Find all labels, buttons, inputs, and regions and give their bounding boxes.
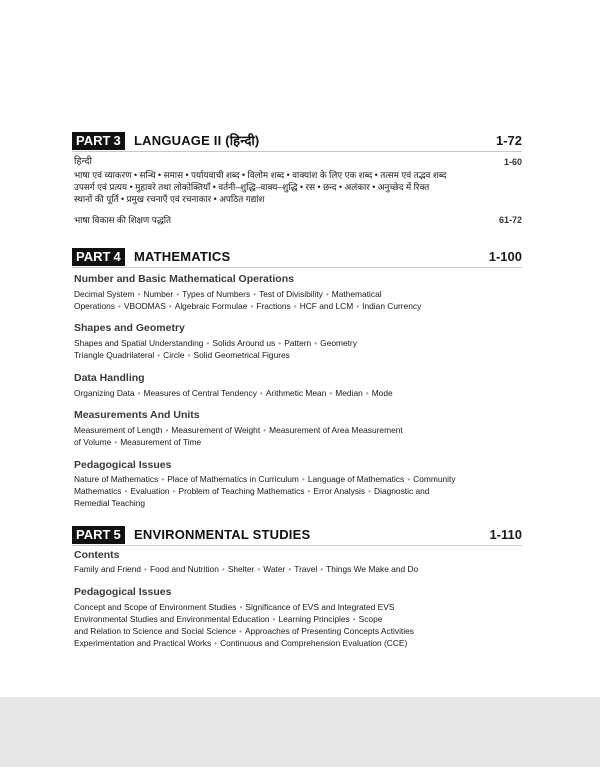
part3-header xyxy=(72,132,522,152)
bullet-separator: • xyxy=(161,474,165,484)
topic-item: Language of Mathematics xyxy=(307,474,405,484)
part5-badge-word: PART xyxy=(76,527,111,542)
topic-item: Continuous and Comprehension Evaluation (CCE) xyxy=(220,638,408,648)
topic-item: Mathematics xyxy=(74,486,122,496)
bullet-separator: • xyxy=(356,301,360,311)
topic-item: and Relation to Science and Social Science xyxy=(74,626,237,636)
part4-section-line xyxy=(74,288,382,300)
topic-item: HCF and LCM xyxy=(299,301,354,311)
part3-badge xyxy=(72,132,125,150)
topic-item: Operations xyxy=(74,301,115,311)
part4-rule xyxy=(72,267,522,268)
topic-item: Measurement of Weight xyxy=(171,425,261,435)
topic-item: Diagnostic and xyxy=(374,486,430,496)
part4-section-line xyxy=(74,337,357,349)
part5-rule xyxy=(72,545,522,546)
part5-section-line xyxy=(74,601,394,613)
part4-section-line xyxy=(74,424,403,436)
bullet-separator: • xyxy=(137,289,141,299)
bullet-separator: • xyxy=(288,564,292,574)
topic-item: Family and Friend xyxy=(74,564,142,574)
bullet-separator: • xyxy=(263,425,267,435)
topic-item: Test of Divisibility xyxy=(259,289,323,299)
part5-section-title: Pedagogical Issues xyxy=(74,586,172,598)
part4-section-line xyxy=(74,485,429,497)
bullet-separator: • xyxy=(407,474,411,484)
bullet-separator: • xyxy=(157,350,161,360)
bullet-separator: • xyxy=(168,301,172,311)
part4-section-title: Number and Basic Mathematical Operations xyxy=(74,273,294,285)
bullet-separator: • xyxy=(124,486,128,496)
part5-badge-num: 5 xyxy=(113,527,121,542)
topic-item: Error Analysis xyxy=(313,486,366,496)
topic-item: Measurement of Area Measurement xyxy=(269,425,403,435)
part5-title: ENVIRONMENTAL STUDIES xyxy=(134,527,311,542)
part4-section-line xyxy=(74,300,421,312)
topic-item: Place of Mathematics in Curriculum xyxy=(167,474,299,484)
part4-section-line xyxy=(74,497,145,509)
part3-badge-num: 3 xyxy=(113,133,121,148)
bullet-separator: • xyxy=(259,388,263,398)
bullet-separator: • xyxy=(301,474,305,484)
part3-section2-pages: 61-72 xyxy=(498,215,522,225)
part5-section-line xyxy=(74,613,382,625)
topic-item: Significance of EVS and Integrated EVS xyxy=(245,602,395,612)
part3-title: LANGUAGE II (हिन्दी) xyxy=(134,133,260,148)
part4-header xyxy=(72,248,522,268)
topic-item: Median xyxy=(335,388,363,398)
topic-item: Evaluation xyxy=(130,486,170,496)
bullet-separator: • xyxy=(307,486,311,496)
topic-item: Scope xyxy=(358,614,383,624)
topic-item: Arithmetic Mean xyxy=(265,388,327,398)
part4-badge-num: 4 xyxy=(113,249,121,264)
part3-pages: 1-72 xyxy=(495,133,522,148)
topic-item: Nature of Mathematics xyxy=(74,474,159,484)
bullet-separator: • xyxy=(239,602,243,612)
part5-pages: 1-110 xyxy=(489,527,522,542)
topic-item: VBODMAS xyxy=(123,301,166,311)
bullet-separator: • xyxy=(187,350,191,360)
bullet-separator: • xyxy=(293,301,297,311)
topic-item: Pattern xyxy=(284,338,312,348)
part3-section1-line1: भाषा एवं व्याकरण • सन्धि • समास • पर्यायवाची शब्द • विलोम शब्द • वाक्यांश के लिए एक शब्द • तत्सम एवं तद्भव शब्द xyxy=(74,170,447,180)
topic-item: Learning Principles xyxy=(278,614,350,624)
topic-item: Algebraic Formulae xyxy=(174,301,248,311)
bullet-separator: • xyxy=(272,614,276,624)
part3-badge-word: PART xyxy=(76,133,111,148)
part3-section1-line3: स्थानों की पूर्ति • प्रमुख रचनाएँ एवं रचनाकार • अपठित गद्यांश xyxy=(74,194,265,204)
part4-section-title: Data Handling xyxy=(74,372,145,384)
topic-item: Problem of Teaching Mathematics xyxy=(178,486,305,496)
bullet-separator: • xyxy=(221,564,225,574)
topic-item: Shapes and Spatial Understanding xyxy=(74,338,204,348)
part3-rule xyxy=(72,151,522,152)
topic-item: Indian Currency xyxy=(362,301,422,311)
bullet-separator: • xyxy=(314,338,318,348)
part4-section-title: Shapes and Geometry xyxy=(74,322,185,334)
part4-section-line xyxy=(74,387,393,399)
part3-section1-line2: उपसर्ग एवं प्रत्यय • मुहावरे तथा लोकोक्तियाँ • वर्तनी–शुद्धि–वाक्य–शुद्धि • रस • छन्द • अलंकार • अनुच्छेद में रिक्त xyxy=(74,182,430,192)
bullet-separator: • xyxy=(253,289,257,299)
bullet-separator: • xyxy=(329,388,333,398)
topic-item: Food and Nutrition xyxy=(149,564,219,574)
topic-item: Fractions xyxy=(256,301,291,311)
topic-item: Measurement of Length xyxy=(74,425,163,435)
topic-item: Experimentation and Practical Works xyxy=(74,638,212,648)
part4-pages: 1-100 xyxy=(488,249,522,264)
part3-section2-title: भाषा विकास की शिक्षण पद्धति xyxy=(74,215,172,225)
footer-band xyxy=(0,697,600,767)
part5-section-line xyxy=(74,625,414,637)
topic-item: Solids Around us xyxy=(212,338,276,348)
part4-section-line xyxy=(74,436,201,448)
part4-section-title: Measurements And Units xyxy=(74,409,200,421)
bullet-separator: • xyxy=(165,425,169,435)
topic-item: Triangle Quadrilateral xyxy=(74,350,155,360)
bullet-separator: • xyxy=(352,614,356,624)
bullet-separator: • xyxy=(117,301,121,311)
topic-item: Things We Make and Do xyxy=(326,564,419,574)
bullet-separator: • xyxy=(239,626,242,636)
part4-section-line xyxy=(74,349,290,361)
part4-section-line xyxy=(74,473,456,485)
bullet-separator: • xyxy=(278,338,282,348)
topic-item: Organizing Data xyxy=(74,388,135,398)
part3-section1-title: हिन्दी xyxy=(74,156,92,167)
bullet-separator: • xyxy=(365,388,369,398)
part5-section-title: Contents xyxy=(74,549,120,561)
topic-item: Mode xyxy=(371,388,393,398)
part4-badge xyxy=(72,248,125,266)
topic-item: of Volume xyxy=(74,437,112,447)
topic-item: Measurement of Time xyxy=(120,437,202,447)
part5-section-line xyxy=(74,637,407,649)
part4-title: MATHEMATICS xyxy=(134,249,231,264)
topic-item: Measures of Central Tendency xyxy=(143,388,257,398)
topic-item: Water xyxy=(263,564,286,574)
part5-badge xyxy=(72,526,125,544)
part4-section-title: Pedagogical Issues xyxy=(74,459,172,471)
bullet-separator: • xyxy=(172,486,176,496)
topic-item: Circle xyxy=(163,350,185,360)
bullet-separator: • xyxy=(368,486,372,496)
topic-item: Number xyxy=(143,289,174,299)
topic-item: Types of Numbers xyxy=(182,289,251,299)
bullet-separator: • xyxy=(206,338,210,348)
bullet-separator: • xyxy=(214,638,218,648)
bullet-separator: • xyxy=(325,289,329,299)
topic-item: Remedial Teaching xyxy=(74,498,146,508)
bullet-separator: • xyxy=(257,564,261,574)
topic-item: Concept and Scope of Environment Studies xyxy=(74,602,237,612)
bullet-separator: • xyxy=(250,301,254,311)
part5-header xyxy=(72,526,522,546)
topic-item: Shelter xyxy=(227,564,255,574)
part3-section1-pages: 1-60 xyxy=(503,157,522,167)
bullet-separator: • xyxy=(320,564,324,574)
topic-item: Approaches of Presenting Concepts Activities xyxy=(244,626,414,636)
topic-item: Geometry xyxy=(320,338,357,348)
part4-badge-word: PART xyxy=(76,249,111,264)
topic-item: Decimal System xyxy=(74,289,135,299)
bullet-separator: • xyxy=(114,437,118,447)
topic-item: Community xyxy=(413,474,456,484)
bullet-separator: • xyxy=(137,388,141,398)
topic-item: Travel xyxy=(294,564,318,574)
part5-section-line xyxy=(74,563,418,575)
topic-item: Solid Geometrical Figures xyxy=(193,350,290,360)
bullet-separator: • xyxy=(144,564,147,574)
topic-item: Environmental Studies and Environmental Education xyxy=(74,614,270,624)
bullet-separator: • xyxy=(176,289,180,299)
topic-item: Mathematical xyxy=(331,289,382,299)
